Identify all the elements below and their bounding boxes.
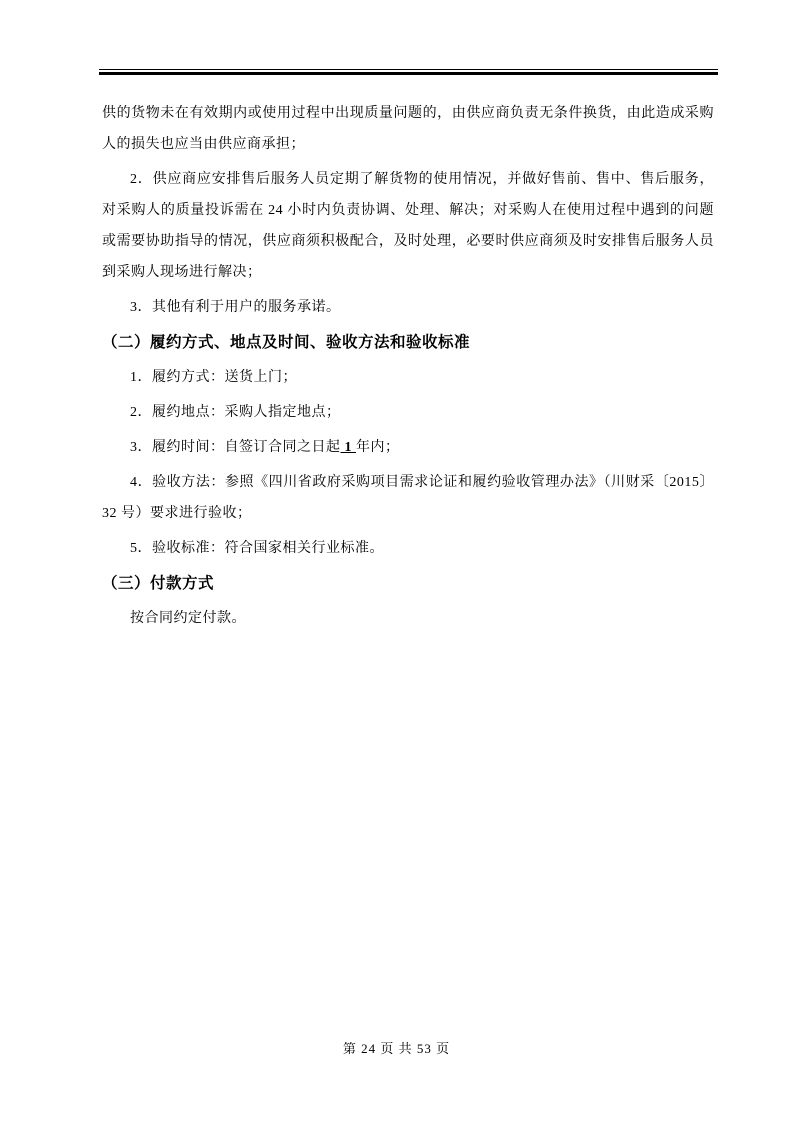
item-performance-time bbox=[102, 432, 714, 463]
heading-performance-and-acceptance: （二）履约方式、地点及时间、验收方法和验收标准 bbox=[102, 334, 471, 351]
paragraph-other-commitments: 3．其他有利于用户的服务承诺。 bbox=[130, 300, 341, 315]
item-acceptance-standard: 5．验收标准：符合国家相关行业标准。 bbox=[130, 541, 384, 556]
paragraph-after-sales-service: 2．供应商应安排售后服务人员定期了解货物的使用情况，并做好售前、售中、售后服务，对采购人的质量投诉需在 24 小时内负责协调、处理、解决；对采购人在使用过程中遇到的问题或需要协助指导的情况，供应商须积极配合，及时处理，必要时供应商须及时安排售后服务人员到采购人现场进行解决； bbox=[102, 172, 714, 280]
item-performance-location: 2．履约地点：采购人指定地点； bbox=[130, 405, 341, 420]
performance-time-suffix: 年内； bbox=[356, 440, 400, 455]
item-acceptance-method: 4．验收方法：参照《四川省政府采购项目需求论证和履约验收管理办法》（川财采〔2015〕32 号）要求进行验收； bbox=[102, 475, 714, 521]
paragraph-payment-terms: 按合同约定付款。 bbox=[130, 611, 246, 626]
item-performance-method: 1．履约方式：送货上门； bbox=[130, 370, 297, 385]
performance-time-duration-value: 1 bbox=[340, 440, 356, 455]
paragraph-warranty-continuation: 供的货物未在有效期内或使用过程中出现质量问题的，由供应商负责无条件换货，由此造成采购人的损失也应当由供应商承担； bbox=[102, 106, 714, 152]
page-number: 第 24 页 共 53 页 bbox=[342, 1041, 451, 1056]
heading-payment-method: （三）付款方式 bbox=[102, 575, 215, 592]
header-divider bbox=[99, 69, 718, 75]
performance-time-prefix: 3．履约时间：自签订合同之日起 bbox=[130, 440, 341, 455]
document-body bbox=[102, 98, 714, 638]
